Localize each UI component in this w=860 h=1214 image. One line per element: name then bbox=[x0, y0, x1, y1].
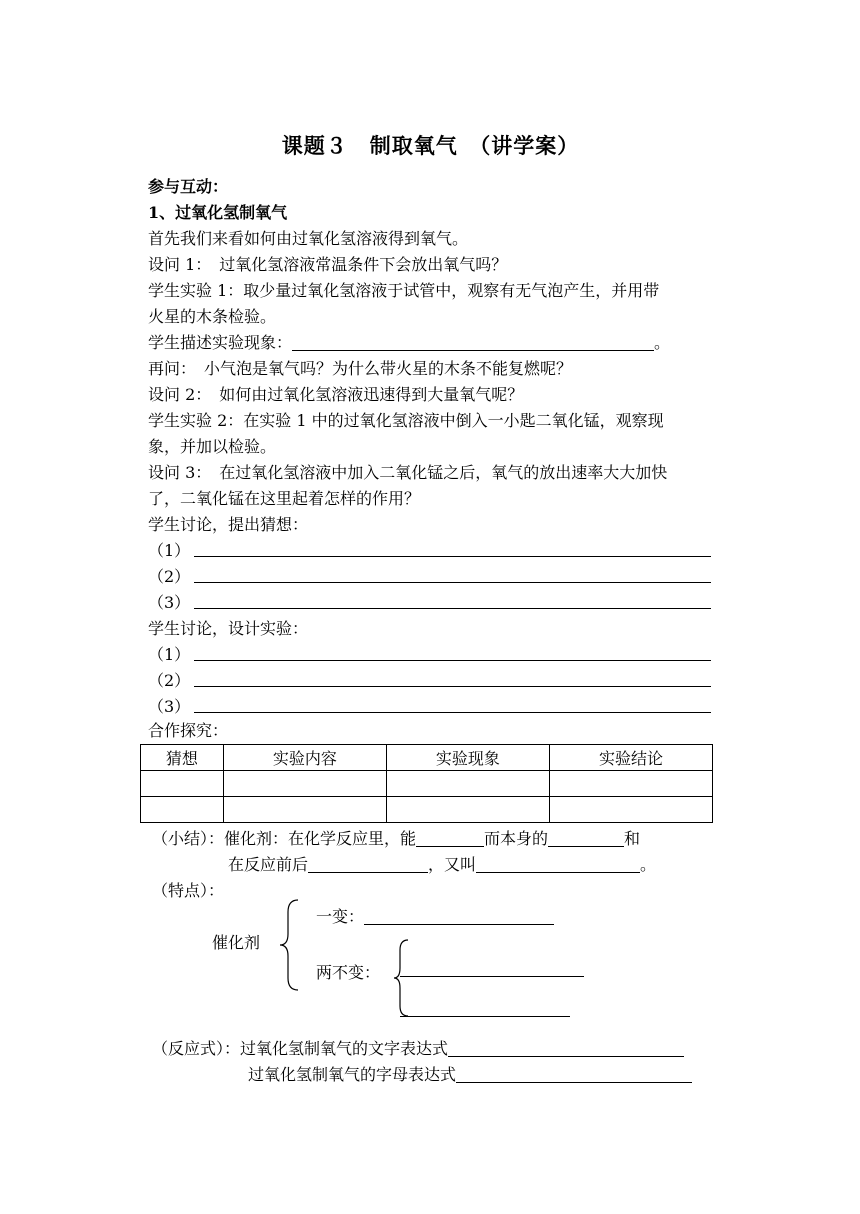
table-row bbox=[141, 771, 713, 797]
summary-blank-3[interactable] bbox=[308, 854, 428, 873]
describe-end: 。 bbox=[654, 333, 671, 352]
experiment-2-line-1: 学生实验 2：在实验 1 中的过氧化氢溶液中倒入一小匙二氧化锰，观察现 bbox=[148, 411, 664, 430]
table-cell[interactable] bbox=[141, 797, 224, 823]
design-item-1: （1） bbox=[148, 645, 191, 664]
table-cell[interactable] bbox=[223, 771, 386, 797]
table-cell[interactable] bbox=[549, 771, 712, 797]
header-content: 实验内容 bbox=[223, 745, 386, 771]
guess-blank-3[interactable] bbox=[194, 608, 711, 609]
describe-row bbox=[148, 330, 670, 356]
table-cell[interactable] bbox=[141, 771, 224, 797]
reaction-row-1: （反应式）：过氧化氢制氧气的文字表达式 bbox=[152, 1036, 684, 1062]
symbol-equation-blank[interactable] bbox=[456, 1064, 692, 1083]
question-1: 设问 1： 过氧化氢溶液常温条件下会放出氧气吗？ bbox=[148, 255, 508, 274]
guess-item-1: （1） bbox=[148, 541, 191, 560]
design-blank-3[interactable] bbox=[194, 712, 711, 713]
table-cell[interactable] bbox=[223, 797, 386, 823]
one-change-blank[interactable] bbox=[364, 906, 554, 925]
features-label: （特点）： bbox=[152, 881, 225, 900]
table-cell[interactable] bbox=[549, 797, 712, 823]
header-conclusion: 实验结论 bbox=[549, 745, 712, 771]
question-2: 设问 2： 如何由过氧化氢溶液迅速得到大量氧气呢？ bbox=[148, 385, 524, 404]
reask-text: 再问： 小气泡是氧气吗？为什么带火星的木条不能复燃呢？ bbox=[148, 359, 573, 378]
no-change-blank-1[interactable] bbox=[400, 976, 584, 977]
experiment-2-line-2: 象，并加以检验。 bbox=[148, 437, 277, 456]
design-blank-1[interactable] bbox=[194, 660, 711, 661]
experiment-1-line-2: 火星的木条检验。 bbox=[148, 307, 277, 326]
discuss-design-label: 学生讨论，设计实验： bbox=[148, 619, 309, 638]
no-change-blank-2[interactable] bbox=[400, 1016, 570, 1017]
header-phenomenon: 实验现象 bbox=[386, 745, 549, 771]
cooperation-label: 合作探究： bbox=[148, 721, 229, 740]
summary-blank-2[interactable] bbox=[548, 828, 624, 847]
guess-item-2: （2） bbox=[148, 567, 191, 586]
subsection-title: 1、过氧化氢制氧气 bbox=[148, 203, 288, 222]
section-header: 参与互动： bbox=[148, 177, 229, 196]
outer-brace bbox=[278, 898, 302, 994]
table-row bbox=[141, 797, 713, 823]
page-title: 课题３ 制取氧气 （讲学案） bbox=[281, 133, 580, 158]
design-item-2: （2） bbox=[148, 671, 191, 690]
word-equation-blank[interactable] bbox=[448, 1038, 684, 1057]
inner-brace bbox=[392, 938, 412, 1020]
guess-item-3: （3） bbox=[148, 593, 191, 612]
experiment-1-line-1: 学生实验 1：取少量过氧化氢溶液于试管中，观察有无气泡产生，并用带 bbox=[148, 281, 660, 300]
summary-blank-1[interactable] bbox=[416, 828, 484, 847]
two-no-change-label: 两不变： bbox=[316, 963, 381, 982]
question-3-line-1: 设问 3： 在过氧化氢溶液中加入二氧化锰之后，氧气的放出速率大大加快 bbox=[148, 463, 668, 482]
guess-blank-2[interactable] bbox=[194, 582, 711, 583]
design-item-3: （3） bbox=[148, 697, 191, 716]
table-cell[interactable] bbox=[386, 797, 549, 823]
table-cell[interactable] bbox=[386, 771, 549, 797]
question-3-line-2: 了，二氧化锰在这里起着怎样的作用？ bbox=[148, 489, 421, 508]
intro-text: 首先我们来看如何由过氧化氢溶液得到氧气。 bbox=[148, 229, 469, 248]
catalyst-label: 催化剂 bbox=[212, 933, 261, 952]
inquiry-table bbox=[140, 744, 713, 823]
summary-row-2: 在反应前后 ，又叫 。 bbox=[228, 855, 657, 874]
discuss-guess-label: 学生讨论，提出猜想： bbox=[148, 515, 309, 534]
table-header-row bbox=[141, 745, 713, 771]
summary-row-1: （小结）：催化剂：在化学反应里，能 而本身的 和 bbox=[152, 829, 641, 848]
guess-blank-1[interactable] bbox=[194, 556, 711, 557]
one-change-row: 一变： bbox=[316, 904, 554, 930]
describe-blank[interactable] bbox=[292, 332, 654, 351]
header-guess: 猜想 bbox=[141, 745, 224, 771]
design-blank-2[interactable] bbox=[194, 686, 711, 687]
reaction-row-2: 过氧化氢制氧气的字母表达式 bbox=[248, 1062, 692, 1088]
describe-label: 学生描述实验现象： bbox=[148, 333, 293, 352]
summary-blank-4[interactable] bbox=[476, 854, 640, 873]
